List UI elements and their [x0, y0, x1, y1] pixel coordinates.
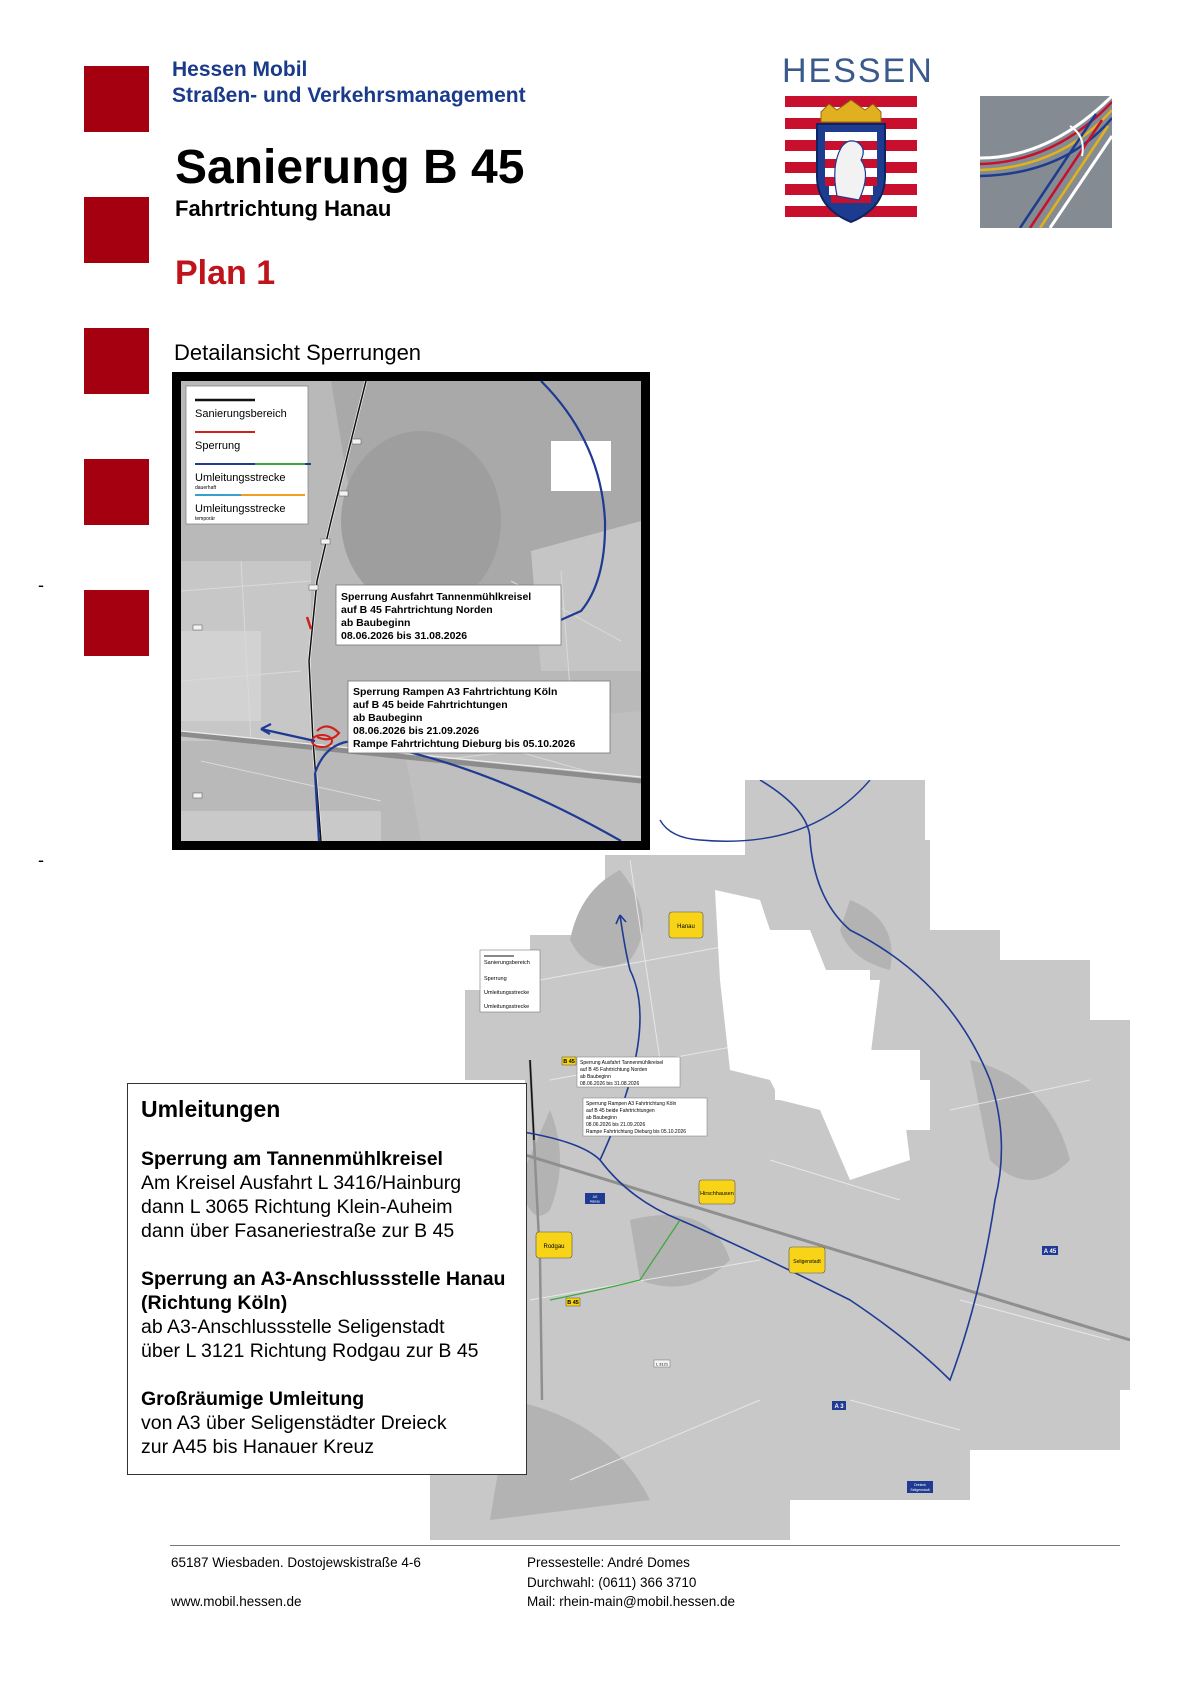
- road-label-l3121: [654, 1360, 670, 1367]
- page-title: Sanierung B 45: [175, 141, 525, 194]
- mini-callout-line: ab Baubeginn: [580, 1074, 611, 1080]
- callout-line: ab Baubeginn: [341, 617, 411, 629]
- mini-legend-label: Umleitungsstrecke: [484, 990, 530, 996]
- svg-text:Seligenstadt: Seligenstadt: [793, 1259, 821, 1265]
- svg-text:Rodgau: Rodgau: [543, 1244, 565, 1250]
- road-label-a45: [1042, 1246, 1058, 1255]
- callout-line: ab Baubeginn: [353, 712, 423, 724]
- svg-text:A 3: A 3: [834, 1404, 844, 1410]
- detour-section-a3-hanau: [141, 1267, 526, 1363]
- margin-dash-1: -: [38, 575, 44, 595]
- legend-label: Sperrung: [195, 440, 241, 452]
- plan-label: Plan 1: [175, 254, 276, 292]
- detour-line: zur A45 bis Hanauer Kreuz: [141, 1436, 375, 1458]
- overview-legend: [480, 950, 540, 1012]
- junction-label-as-hanau: [585, 1193, 605, 1204]
- svg-text:L 3121: L 3121: [655, 1361, 669, 1367]
- accent-square-4: [84, 459, 149, 525]
- callout-rampen-a3: [348, 681, 610, 753]
- legend-sublabel: dauerhaft: [195, 485, 217, 491]
- overview-callout-1: [577, 1057, 680, 1087]
- detour-heading: Sperrung am Tannenmühlkreisel: [141, 1148, 443, 1170]
- detail-map-frame: [172, 372, 650, 850]
- callout-tannenmuehlkreisel: [336, 585, 561, 645]
- junction-label-seligenstadt-dreieck: [907, 1481, 933, 1493]
- road-label-b45-south: [566, 1298, 580, 1306]
- footer-mail[interactable]: Mail: rhein-main@mobil.hessen.de: [527, 1594, 736, 1609]
- place-label-seligenstadt: [789, 1247, 825, 1273]
- detail-legend: [186, 386, 311, 524]
- accent-square-3: [84, 328, 149, 394]
- detour-section-tannenmuehlkreisel: [141, 1147, 526, 1243]
- mini-callout-line: ab Baubeginn: [586, 1115, 617, 1121]
- detour-line: über L 3121 Richtung Rodgau zur B 45: [141, 1340, 479, 1362]
- place-label-hanau: [669, 912, 703, 938]
- detour-heading: (Richtung Köln): [141, 1292, 288, 1314]
- detour-info-box: [127, 1083, 527, 1475]
- legend-label: Umleitungsstrecke: [195, 503, 286, 515]
- overview-map: [430, 780, 1130, 1540]
- place-label-hirschhausen: [699, 1180, 735, 1204]
- mini-callout-line: 08.06.2026 bis 21.09.2026: [586, 1122, 646, 1128]
- margin-dash-2: -: [38, 850, 44, 870]
- hessen-wordmark: HESSEN: [782, 52, 934, 90]
- detour-heading: Großräumige Umleitung: [141, 1388, 365, 1410]
- svg-text:AS: AS: [592, 1195, 598, 1199]
- mini-legend-label: Umleitungsstrecke: [484, 1004, 530, 1010]
- svg-text:B 45: B 45: [567, 1300, 579, 1306]
- hessen-mobil-logo-icon: [980, 96, 1112, 228]
- road-label-b45-north: [562, 1057, 576, 1065]
- svg-text:Hanau: Hanau: [589, 1199, 601, 1204]
- svg-text:Seligenstadt: Seligenstadt: [910, 1488, 930, 1492]
- accent-square-1: [84, 66, 149, 132]
- detour-heading: Sperrung an A3-Anschlussstelle Hanau: [141, 1268, 506, 1290]
- legend-label: Sanierungsbereich: [195, 408, 287, 420]
- mini-callout-line: Sperrung Rampen A3 Fahrtrichtung Köln: [586, 1101, 677, 1107]
- detail-heading: Detailansicht Sperrungen: [174, 340, 422, 365]
- footer-website[interactable]: www.mobil.hessen.de: [171, 1594, 302, 1609]
- place-label-rodgau: [536, 1232, 572, 1258]
- callout-line: 08.06.2026 bis 21.09.2026: [353, 725, 480, 737]
- mini-callout-line: auf B 45 beide Fahrtrichtungen: [586, 1108, 655, 1114]
- svg-text:Hirschhausen: Hirschhausen: [700, 1191, 734, 1197]
- svg-text:A 45: A 45: [1043, 1249, 1057, 1255]
- callout-line: auf B 45 Fahrtrichtung Norden: [341, 604, 493, 616]
- footer-press-contact: Pressestelle: André Domes: [527, 1555, 690, 1570]
- mini-callout-line: Sperrung Ausfahrt Tannenmühlkreisel: [580, 1060, 664, 1066]
- detour-line: Am Kreisel Ausfahrt L 3416/Hainburg: [141, 1172, 462, 1194]
- svg-text:Hanau: Hanau: [677, 924, 695, 930]
- callout-line: Sperrung Ausfahrt Tannenmühlkreisel: [341, 591, 532, 603]
- org-name: Hessen Mobil: [172, 58, 308, 81]
- detour-info-title: Umleitungen: [141, 1096, 281, 1122]
- accent-square-5: [84, 590, 149, 656]
- footer-divider: [170, 1545, 1120, 1546]
- accent-square-2: [84, 197, 149, 263]
- callout-line: 08.06.2026 bis 31.08.2026: [341, 630, 468, 642]
- callout-line: Rampe Fahrtrichtung Dieburg bis 05.10.2026: [353, 738, 576, 750]
- mini-callout-line: Rampe Fahrtrichtung Dieburg bis 05.10.2026: [586, 1129, 687, 1135]
- svg-text:Dreieck: Dreieck: [914, 1483, 926, 1487]
- detour-line: dann L 3065 Richtung Klein-Auheim: [141, 1196, 453, 1218]
- org-department: Straßen- und Verkehrsmanagement: [172, 84, 526, 107]
- legend-label: Umleitungsstrecke: [195, 472, 286, 484]
- mini-callout-line: auf B 45 Fahrtrichtung Norden: [580, 1067, 648, 1073]
- overview-callout-2: [583, 1098, 707, 1136]
- page-subtitle: Fahrtrichtung Hanau: [175, 196, 392, 221]
- callout-line: Sperrung Rampen A3 Fahrtrichtung Köln: [353, 686, 558, 698]
- detail-map: [181, 381, 641, 841]
- svg-text:B 45: B 45: [563, 1059, 575, 1065]
- footer-phone: Durchwahl: (0611) 366 3710: [527, 1575, 697, 1590]
- road-label-a3: [832, 1401, 846, 1410]
- hessen-crest-icon: [785, 96, 917, 228]
- detour-line: dann über Fasaneriestraße zur B 45: [141, 1220, 455, 1242]
- detour-line: ab A3-Anschlussstelle Seligenstadt: [141, 1316, 445, 1338]
- detour-section-grossraeumig: [141, 1387, 526, 1459]
- mini-legend-label: Sperrung: [484, 976, 507, 982]
- mini-callout-line: 08.06.2026 bis 31.08.2026: [580, 1081, 640, 1087]
- mini-legend-label: Sanierungsbereich: [484, 960, 530, 966]
- callout-line: auf B 45 beide Fahrtrichtungen: [353, 699, 508, 711]
- detour-line: von A3 über Seligenstädter Dreieck: [141, 1412, 447, 1434]
- footer-address: 65187 Wiesbaden. Dostojewskistraße 4-6: [171, 1555, 421, 1570]
- legend-sublabel: temporär: [195, 516, 216, 522]
